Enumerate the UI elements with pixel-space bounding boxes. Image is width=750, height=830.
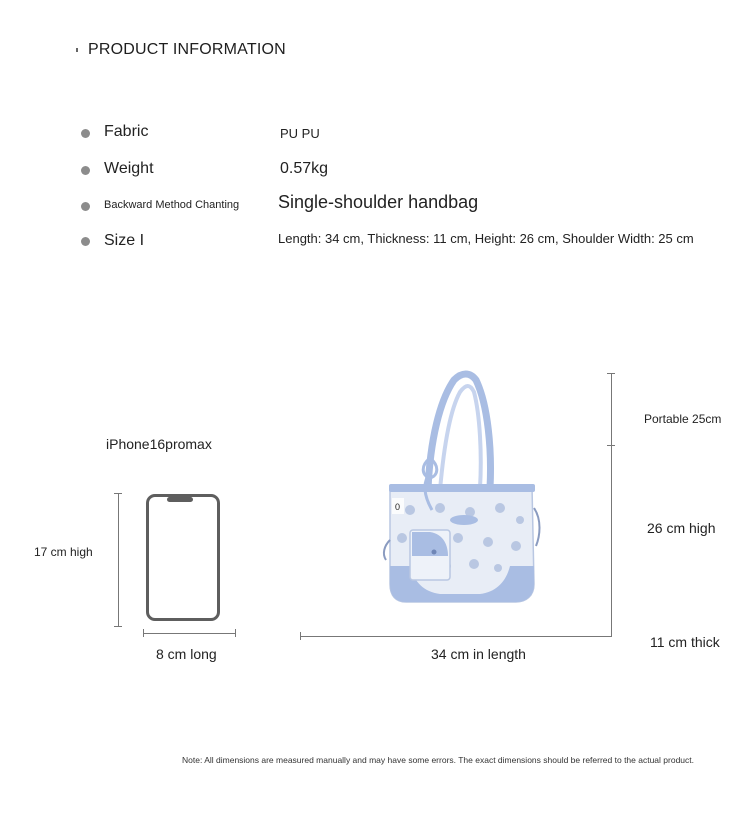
bag-side-strap [384, 540, 390, 560]
bullet-icon [81, 166, 90, 175]
bag-thickness-label: 11 cm thick [650, 634, 720, 650]
spec-value-fabric: PU PU [280, 126, 320, 141]
phone-outline-icon [146, 494, 220, 621]
spec-value-weight: 0.57kg [280, 160, 329, 177]
ruler-tick [235, 629, 236, 637]
spec-value-style: Single-shoulder handbag [278, 192, 479, 212]
ruler-tick [607, 445, 615, 446]
page-title: PRODUCT INFORMATION [88, 41, 286, 58]
ruler-tick [607, 373, 615, 374]
bag-portable-label: Portable 25cm [644, 412, 722, 426]
ruler-tick [300, 632, 301, 640]
ruler-tick [143, 629, 144, 637]
phone-model-label: iPhone16promax [106, 436, 212, 452]
phone-notch [167, 497, 193, 502]
bag-logo-plate [450, 515, 478, 525]
bag-drawstring [534, 508, 540, 546]
phone-width-ruler [143, 633, 235, 634]
phone-width-label: 8 cm long [156, 646, 217, 662]
bag-height-ruler [611, 373, 612, 637]
handbag-illustration [370, 370, 550, 610]
bag-tag-text: 0 [395, 502, 401, 512]
phone-height-label: 17 cm high [34, 545, 93, 559]
spec-label-weight: Weight [104, 160, 154, 177]
header-marker [76, 48, 78, 52]
spec-label-size: Size I [104, 232, 145, 249]
bag-height-label: 26 cm high [647, 520, 716, 536]
ruler-tick [114, 626, 122, 627]
bag-pouch-button [432, 550, 437, 555]
bullet-icon [81, 129, 90, 138]
disclaimer-note: Note: All dimensions are measured manually and may have some errors. The exact dimensions should be referred to the actual product. [182, 755, 695, 765]
bag-top-trim [389, 484, 535, 492]
bag-length-label: 34 cm in length [431, 646, 526, 662]
ruler-tick [114, 493, 122, 494]
spec-value-size: Length: 34 cm, Thickness: 11 cm, Height: 26 cm, Shoulder Width: 25 cm [278, 231, 694, 246]
bullet-icon [81, 237, 90, 246]
bullet-icon [81, 202, 90, 211]
bag-length-ruler [300, 636, 612, 637]
spec-label-fabric: Fabric [104, 123, 149, 140]
spec-label-style: Backward Method Chanting [104, 199, 240, 211]
phone-height-ruler [118, 493, 119, 627]
